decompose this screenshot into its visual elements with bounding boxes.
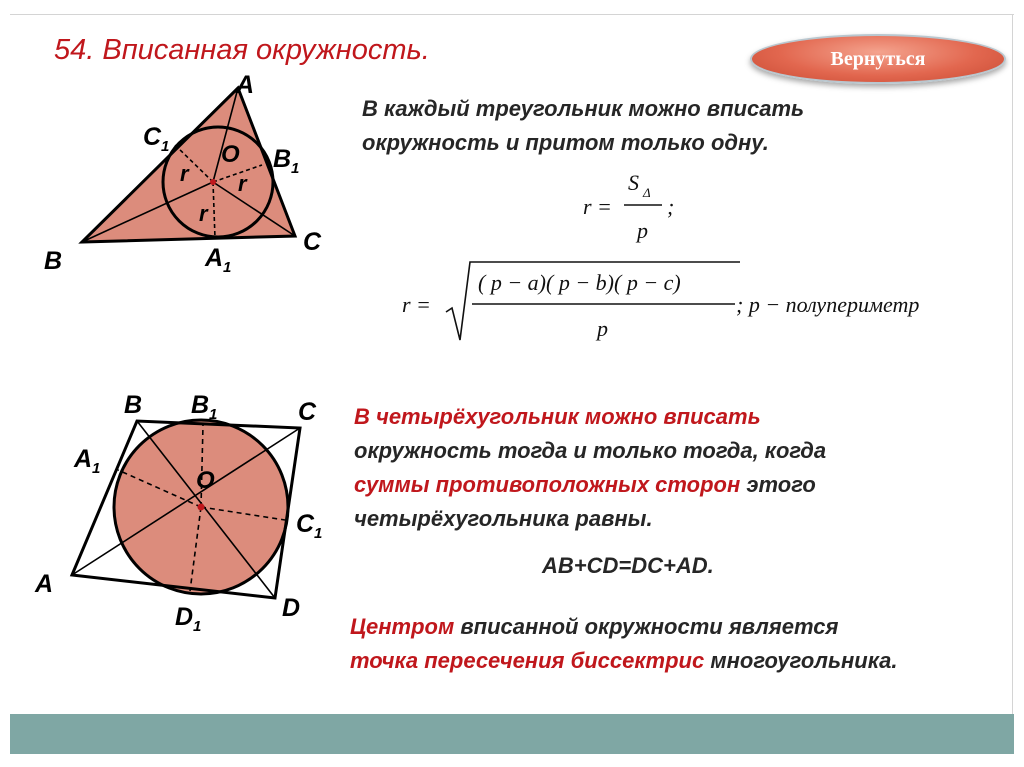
quad-statement-line-1: В четырёхугольник можно вписать <box>354 404 761 429</box>
formula1-tail: ; <box>667 194 675 219</box>
center-statement-line-2 <box>350 644 898 678</box>
quad-label-d: D <box>282 594 301 622</box>
tri-label-c: C <box>303 228 322 256</box>
quad-label-b1: B <box>191 391 210 419</box>
tri-label-r-right: r <box>238 171 247 196</box>
tri-label-b: B <box>44 247 63 275</box>
quad-label-c1-sub: 1 <box>314 525 323 542</box>
tri-label-c1-sub: 1 <box>161 138 170 155</box>
tri-label-a1-sub: 1 <box>223 259 232 276</box>
quad-statement-line-2: окружность тогда и только тогда, когда <box>354 438 827 463</box>
slide-title: 54. Вписанная окружность. <box>54 34 430 66</box>
quad-label-d1-sub: 1 <box>193 618 202 635</box>
tri-label-b1: B <box>273 145 292 173</box>
quad-label-o: O <box>196 467 215 494</box>
quad-statement-line-4: четырёхугольника равны. <box>354 506 653 531</box>
quad-statement-highlight: суммы противоположных сторон <box>354 472 741 497</box>
formula2-lhs: r = <box>402 292 431 317</box>
quad-incenter-point <box>198 504 205 511</box>
quad-label-b: B <box>124 391 143 419</box>
center-statement-highlight-2: точка пересечения биссектрис <box>350 648 705 673</box>
formula2-denominator: p <box>597 316 608 341</box>
quad-label-c1: C <box>296 510 315 538</box>
quad-label-a1-sub: 1 <box>92 460 101 477</box>
formula1-lhs: r = <box>583 194 612 219</box>
tri-label-r-left: r <box>180 161 189 186</box>
triangle-statement-line-1: В каждый треугольник можно вписать <box>362 96 805 121</box>
tri-label-b1-sub: 1 <box>291 160 300 177</box>
tri-label-c1: C <box>143 123 162 151</box>
quad-label-b1-sub: 1 <box>209 406 218 423</box>
tri-label-r-bottom: r <box>199 201 208 226</box>
formula1-denominator: p <box>637 218 648 243</box>
tri-label-o: O <box>221 141 240 168</box>
center-statement-highlight-1: Центром <box>350 614 455 639</box>
formula2-numerator: ( p − a)( p − b)( p − c) <box>478 270 681 295</box>
quad-label-a: A <box>35 570 54 598</box>
quad-statement-line-3 <box>354 468 826 502</box>
center-statement-line-2-rest: многоугольника. <box>704 648 898 673</box>
quadrilateral-statement <box>354 400 826 536</box>
sides-equation: AB+CD=DC+AD. <box>542 553 714 578</box>
center-statement-line-1 <box>350 610 898 644</box>
center-statement-line-1-rest: вписанной окружности является <box>454 614 839 639</box>
formula1-subscript: Δ <box>643 185 651 200</box>
tri-label-a: A <box>236 71 255 99</box>
tri-label-a1: A <box>205 244 224 272</box>
formula2-tail: ; p − полупериметр <box>736 292 920 317</box>
center-statement <box>350 610 898 678</box>
formula1-numerator: S <box>628 170 639 195</box>
back-button[interactable]: Вернуться <box>750 34 1006 84</box>
quad-label-c: C <box>298 398 317 426</box>
triangle-statement-line-2: окружность и притом только одну. <box>362 130 769 155</box>
quad-label-a1: A <box>74 445 93 473</box>
quad-statement-line-3-rest: этого <box>740 472 816 497</box>
quad-label-d1: D <box>175 603 194 631</box>
